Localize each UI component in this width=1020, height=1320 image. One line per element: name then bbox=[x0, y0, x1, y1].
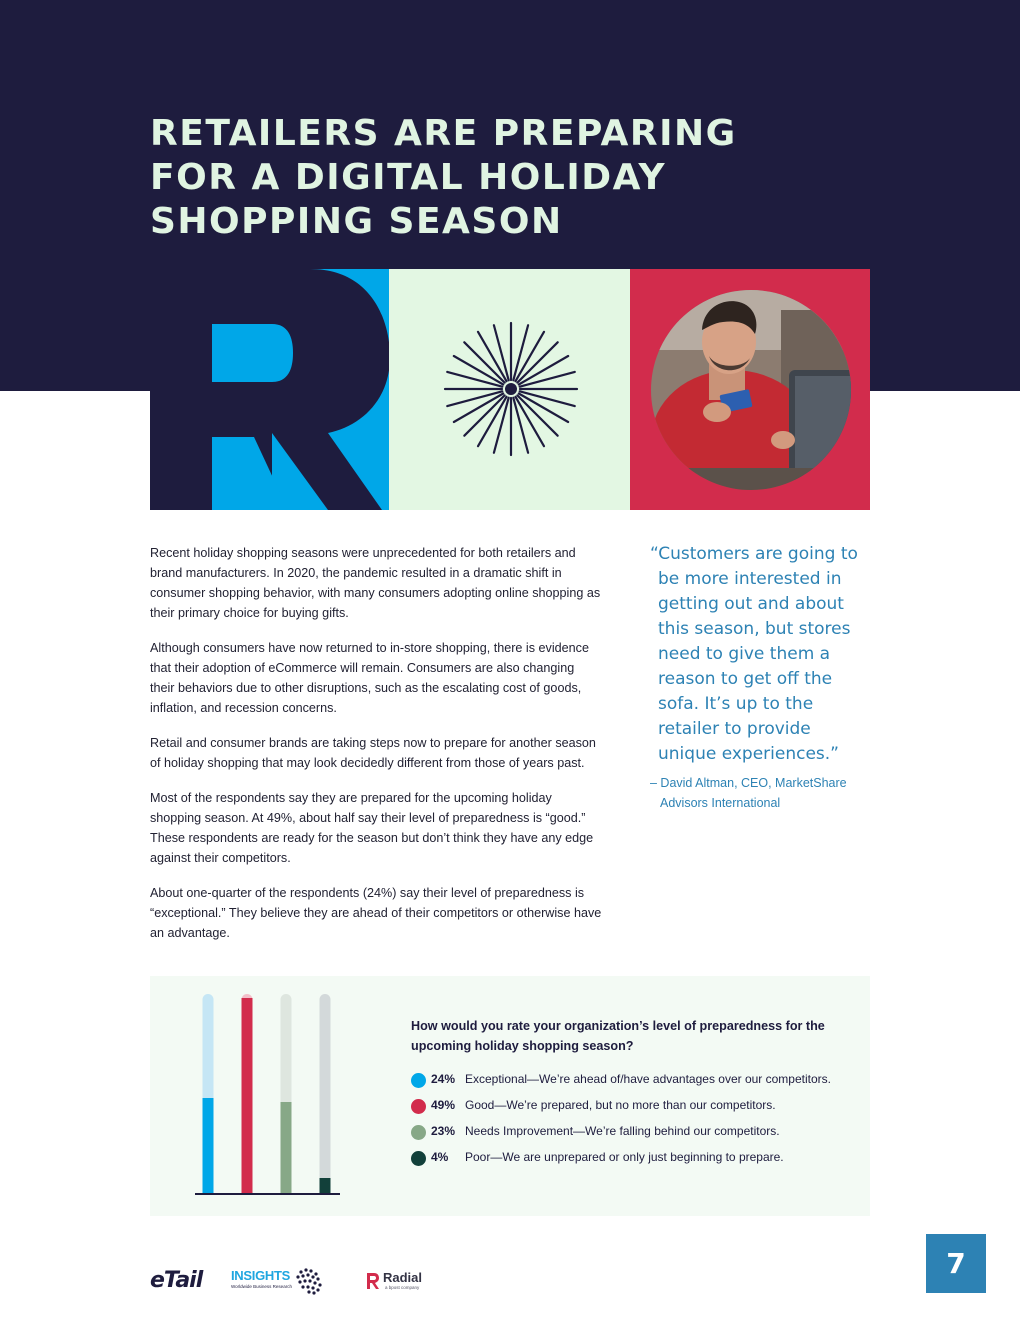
legend-item bbox=[411, 1097, 851, 1123]
bar-chart bbox=[150, 976, 410, 1216]
chart-box bbox=[150, 976, 870, 1216]
insights-logo-subtitle: Worldwide Business Research bbox=[231, 1284, 292, 1289]
radial-logo-word: Radial bbox=[383, 1270, 423, 1285]
bar-poor bbox=[320, 1178, 331, 1194]
chart-question: How would you rate your organization’s level of preparedness for the upcoming holiday shopping season? bbox=[411, 1019, 825, 1053]
legend-percentage: 49% bbox=[431, 1098, 456, 1112]
page-title bbox=[150, 112, 850, 244]
etail-logo: eTail bbox=[150, 1268, 203, 1293]
legend-description: Needs Improvement—We’re falling behind our competitors. bbox=[465, 1124, 780, 1138]
body-paragraph: Retail and consumer brands are taking steps now to prepare for another season of holiday shopping that may look decidedly different from those of years past. bbox=[150, 736, 596, 770]
radial-logo-subtitle: a bpost company bbox=[385, 1285, 420, 1290]
body-paragraph: Although consumers have now returned to in-store shopping, there is evidence that their adoption of eCommerce will remain. Consumers are also changing their behaviors due to other disruptions, such as the escalating cost of goods, inflation, and recession concerns. bbox=[150, 641, 589, 715]
starburst-icon bbox=[389, 269, 630, 510]
legend-dot bbox=[411, 1099, 426, 1114]
page-title-line: FOR A DIGITAL HOLIDAY bbox=[150, 157, 667, 198]
photo-panel bbox=[630, 269, 870, 510]
body-paragraph: About one-quarter of the respondents (24%) say their level of preparedness is “exceptional.” They believe they are ahead of their competitors or otherwise have an advantage. bbox=[150, 886, 602, 940]
globe-icon bbox=[291, 1266, 325, 1296]
bar-good bbox=[242, 998, 253, 1194]
legend-dot bbox=[411, 1073, 426, 1088]
customer-photo bbox=[651, 290, 851, 490]
radial-r-icon bbox=[366, 1272, 380, 1290]
legend-percentage: 4% bbox=[431, 1150, 449, 1164]
insights-logo-word: INSIGHTS bbox=[231, 1268, 290, 1283]
page-title-line: RETAILERS ARE PREPARING bbox=[150, 113, 737, 154]
legend-item bbox=[411, 1123, 851, 1149]
legend-percentage: 23% bbox=[431, 1124, 456, 1138]
legend-description: Good—We’re prepared, but no more than our competitors. bbox=[465, 1098, 776, 1112]
chart-legend bbox=[411, 1071, 851, 1175]
quote-attribution: – David Altman, CEO, MarketShare Advisors International bbox=[650, 776, 847, 810]
pull-quote bbox=[650, 542, 865, 813]
body-paragraph: Most of the respondents say they are prepared for the upcoming holiday shopping season. At 49%, about half say their level of preparedness is “good.” These respondents are ready for the season but don’t think they have any edge against their competitors. bbox=[150, 791, 594, 865]
body-paragraph: Recent holiday shopping seasons were unprecedented for both retailers and brand manufacturers. In 2020, the pandemic resulted in a dramatic shift in consumer shopping behavior, with many consumers adopting online shopping as their primary choice for buying gifts. bbox=[150, 546, 601, 620]
page-title-line: SHOPPING SEASON bbox=[150, 201, 563, 242]
legend-percentage: 24% bbox=[431, 1072, 456, 1086]
r-letter-icon bbox=[150, 269, 389, 510]
legend-description: Poor—We are unprepared or only just beginning to prepare. bbox=[465, 1150, 784, 1164]
radial-logo bbox=[366, 1270, 446, 1296]
legend-item bbox=[411, 1071, 851, 1097]
starburst-panel bbox=[389, 269, 630, 510]
bar-track bbox=[320, 994, 331, 1194]
bar-exceptional bbox=[203, 1098, 214, 1194]
legend-dot bbox=[411, 1125, 426, 1140]
legend-description: Exceptional—We’re ahead of/have advantages over our competitors. bbox=[465, 1072, 831, 1086]
r-letter-graphic bbox=[150, 269, 389, 510]
bar-needs-improvement bbox=[281, 1102, 292, 1194]
body-text bbox=[150, 543, 602, 958]
quote-text: “Customers are going to be more interested in getting out and about this season, but stores need to give them a reason to get off the sofa. It’s up to the retailer to provide unique experiences.” bbox=[650, 544, 858, 764]
page-number: 7 bbox=[926, 1234, 986, 1293]
legend-item bbox=[411, 1149, 851, 1175]
legend-dot bbox=[411, 1151, 426, 1166]
insights-logo bbox=[231, 1268, 331, 1298]
